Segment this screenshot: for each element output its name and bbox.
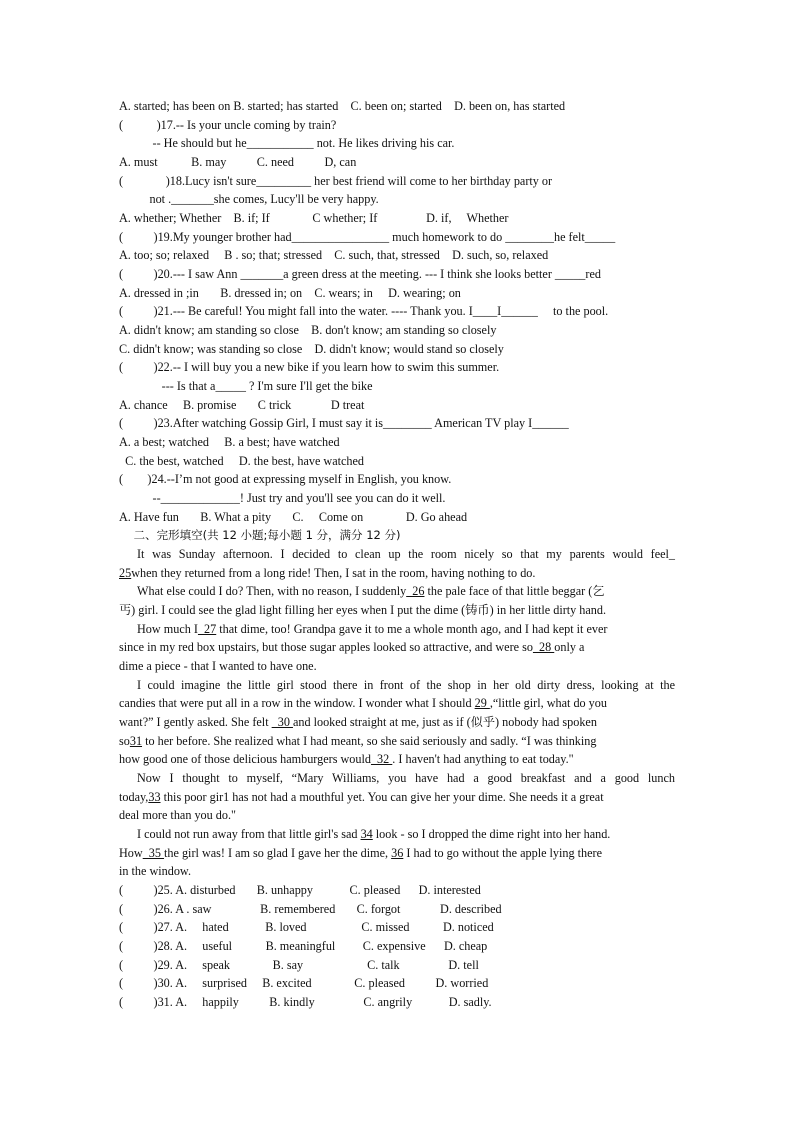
- passage-line: [119, 845, 675, 861]
- passage-line: I could imagine the little girl stood there in front of the shop in her old dirty dress, looking at the: [137, 678, 675, 692]
- passage-text: since in my red box upstairs, but those sugar apples looked so attractive, and were so: [119, 640, 533, 654]
- blank-29: 29: [474, 696, 490, 710]
- passage-line: [137, 583, 675, 599]
- q18-stem: ( )18.Lucy isn't sure_________ her best friend will come to her birthday party or: [119, 174, 553, 188]
- q17-response: -- He should but he___________ not. He likes driving his car.: [119, 136, 455, 150]
- q17-stem: ( )17.-- Is your uncle coming by train?: [119, 118, 337, 132]
- passage-text: when they returned from a long ride! Then, I sat in the room, having nothing to do.: [131, 566, 536, 580]
- passage-text: What else could I do? Then, with no reason, I suddenly: [137, 584, 407, 598]
- blank-30: 30: [271, 715, 293, 729]
- passage-text: . I haven't had anything to eat today.": [392, 752, 574, 766]
- passage-text: to her before. She realized what I had meant, so she said seriously and sadly. “I was thinking: [142, 734, 597, 748]
- passage-line: [137, 826, 675, 842]
- passage-line: It was Sunday afternoon. I decided to clean up the room nicely so that my parents would feel_: [137, 547, 675, 561]
- blank-31: 31: [129, 734, 143, 748]
- q22-options: A. chance B. promise C trick D treat: [119, 398, 365, 412]
- passage-text: want?” I gently asked. She felt: [119, 715, 272, 729]
- passage-text: so: [119, 734, 130, 748]
- q31-options: ( )31. A. happily B. kindly C. angrily D. sadly.: [119, 995, 492, 1009]
- blank-27: 27: [197, 622, 217, 636]
- q17-options: A. must B. may C. need D, can: [119, 155, 357, 169]
- blank-28: 28: [532, 640, 555, 654]
- q25-options: ( )25. A. disturbed B. unhappy C. pleased D. interested: [119, 883, 481, 897]
- passage-text: how good one of those delicious hamburgers would: [119, 752, 371, 766]
- blank-35: 35: [142, 846, 165, 860]
- q18-stem-cont: not ._______she comes, Lucy'll be very happy.: [119, 192, 379, 206]
- passage-text: How: [119, 846, 143, 860]
- passage-text: the pale face of that little beggar (乞: [424, 584, 605, 598]
- passage-line: [119, 714, 675, 730]
- q27-options: ( )27. A. hated B. loved C. missed D. noticed: [119, 920, 494, 934]
- passage-text: look - so I dropped the dime right into her hand.: [372, 827, 611, 841]
- q24-stem: ( )24.--I’m not good at expressing myself in English, you know.: [119, 472, 452, 486]
- q23-options-cd: C. the best, watched D. the best, have watched: [119, 454, 365, 468]
- q30-options: ( )30. A. surprised B. excited C. pleased D. worried: [119, 976, 489, 990]
- passage-line: [119, 789, 675, 805]
- passage-text: candies that were put all in a row in the window. I wonder what I should: [119, 696, 472, 710]
- q21-options-cd: C. didn't know; was standing so close D. didn't know; would stand so closely: [119, 342, 504, 356]
- q21-stem: ( )21.--- Be careful! You might fall into the water. ---- Thank you. I____I______ to the pool.: [119, 304, 609, 318]
- passage-text: the girl was! I am so glad I gave her the dime,: [164, 846, 392, 860]
- passage-line: [119, 565, 675, 581]
- passage-line: [119, 639, 675, 655]
- passage-text: I could not run away from that little girl's sad: [137, 827, 361, 841]
- passage-line: in the window.: [119, 864, 191, 878]
- passage-line: dime a piece - that I wanted to have one.: [119, 659, 317, 673]
- q19-stem: ( )19.My younger brother had________________ much homework to do ________he felt_____: [119, 230, 616, 244]
- passage-line: [119, 733, 675, 749]
- passage-text: How much I: [137, 622, 198, 636]
- q20-options: A. dressed in ;in B. dressed in; on C. wears; in D. wearing; on: [119, 286, 461, 300]
- passage-text: only a: [554, 640, 585, 654]
- q23-stem: ( )23.After watching Gossip Girl, I must say it is________ American TV play I______: [119, 416, 569, 430]
- blank-32: 32: [370, 752, 393, 766]
- passage-line: Now I thought to myself, “Mary Williams, you have had a good breakfast and a good lunch: [137, 771, 675, 785]
- blank-26: 26: [406, 584, 425, 598]
- q20-stem: ( )20.--- I saw Ann _______a green dress at the meeting. --- I think she looks better _____red: [119, 267, 601, 281]
- q24-options: A. Have fun B. What a pity C. Come on D. Go ahead: [119, 510, 468, 524]
- blank-33: 33: [148, 790, 161, 804]
- passage-text: this poor gir1 has not had a mouthful yet. You can give her your dime. She needs it a great: [160, 790, 604, 804]
- passage-line: 丐) girl. I could see the glad light filling her eyes when I put the dime (铸币) in her little dirty hand.: [119, 603, 607, 617]
- q24-response: --_____________! Just try and you'll see you can do it well.: [119, 491, 446, 505]
- q29-options: ( )29. A. speak B. say C. talk D. tell: [119, 958, 479, 972]
- passage-line: [119, 751, 675, 767]
- q16-options: A. started; has been on B. started; has started C. been on; started D. been on, has started: [119, 99, 566, 113]
- q18-options: A. whether; Whether B. if; If C whether; If D. if, Whether: [119, 211, 509, 225]
- q19-options: A. too; so; relaxed B . so; that; stressed C. such, that, stressed D. such, so, relaxed: [119, 248, 549, 262]
- passage-line: [137, 621, 675, 637]
- passage-line: [119, 695, 675, 711]
- passage-text: I had to go without the apple lying there: [403, 846, 602, 860]
- passage-text: that dime, too! Grandpa gave it to me a whole month ago, and I had kept it ever: [216, 622, 608, 636]
- blank-34: 34: [360, 827, 373, 841]
- q21-options-ab: A. didn't know; am standing so close B. don't know; am standing so closely: [119, 323, 497, 337]
- section-heading-cloze: 二、完形填空(共 12 小题;每小题 1 分，满分 12 分): [119, 528, 401, 542]
- q23-options-ab: A. a best; watched B. a best; have watched: [119, 435, 340, 449]
- blank-36: 36: [391, 846, 404, 860]
- q26-options: ( )26. A . saw B. remembered C. forgot D. described: [119, 902, 502, 916]
- q28-options: ( )28. A. useful B. meaningful C. expensive D. cheap: [119, 939, 488, 953]
- q22-stem: ( )22.-- I will buy you a new bike if you learn how to swim this summer.: [119, 360, 500, 374]
- blank-25: 25: [119, 566, 132, 580]
- passage-text: today,: [119, 790, 149, 804]
- passage-text: and looked straight at me, just as if (似乎) nobody had spoken: [292, 715, 597, 729]
- passage-line: deal more than you do.": [119, 808, 237, 822]
- passage-text: ,“little girl, what do you: [489, 696, 607, 710]
- q22-response: --- Is that a_____ ? I'm sure I'll get the bike: [119, 379, 373, 393]
